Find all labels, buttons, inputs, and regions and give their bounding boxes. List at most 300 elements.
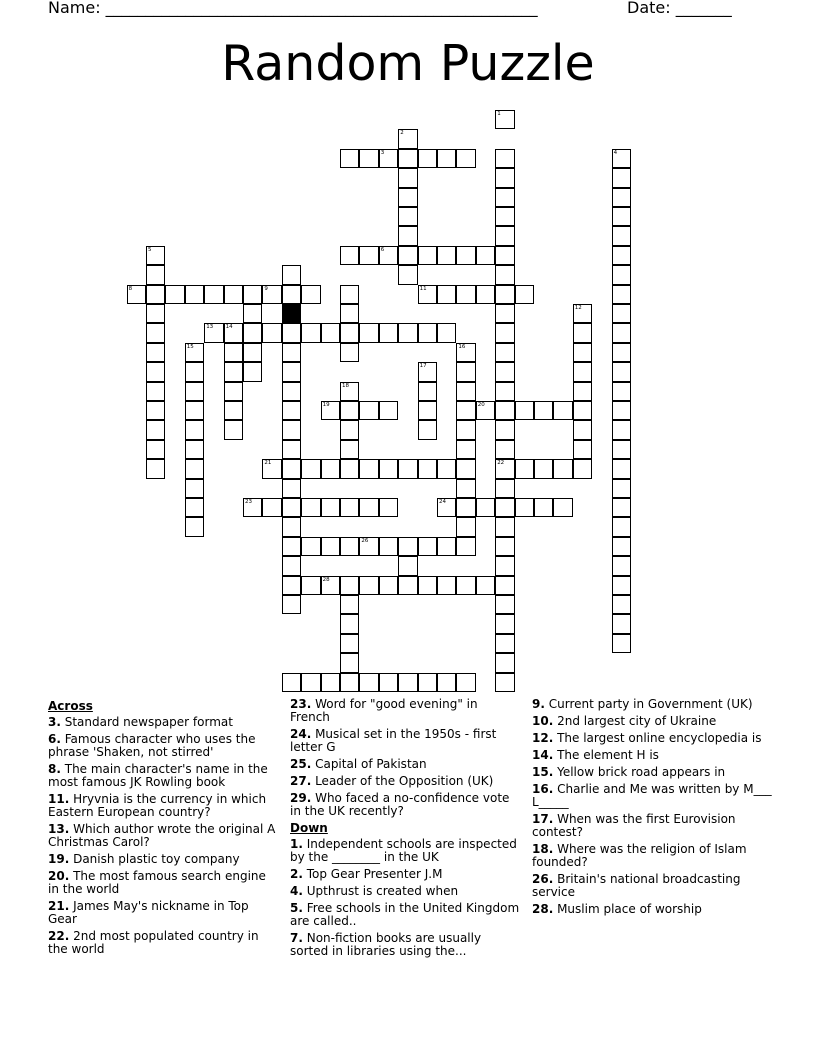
grid-cell[interactable] bbox=[456, 149, 475, 168]
grid-cell[interactable] bbox=[398, 323, 417, 342]
grid-cell[interactable] bbox=[553, 498, 572, 517]
grid-cell[interactable] bbox=[398, 188, 417, 207]
grid-cell[interactable] bbox=[495, 479, 514, 498]
grid-cell[interactable] bbox=[534, 401, 553, 420]
clue-column-2 bbox=[290, 698, 520, 962]
grid-cell[interactable] bbox=[612, 459, 631, 478]
grid-cell[interactable] bbox=[321, 673, 340, 692]
grid-cell[interactable] bbox=[301, 323, 320, 342]
grid-cell[interactable] bbox=[321, 576, 340, 595]
grid-cell[interactable] bbox=[282, 440, 301, 459]
grid-cell[interactable] bbox=[340, 323, 359, 342]
grid-cell[interactable] bbox=[456, 498, 475, 517]
grid-cell[interactable] bbox=[243, 304, 262, 323]
grid-cell[interactable] bbox=[359, 537, 378, 556]
grid-cell[interactable] bbox=[612, 304, 631, 323]
grid-cell[interactable] bbox=[282, 576, 301, 595]
grid-cell[interactable] bbox=[573, 401, 592, 420]
grid-cell[interactable] bbox=[476, 576, 495, 595]
cell-number: 19 bbox=[322, 402, 330, 408]
grid-cell[interactable] bbox=[146, 459, 165, 478]
clue-number: 12. bbox=[532, 731, 554, 745]
grid-cell[interactable] bbox=[437, 285, 456, 304]
grid-cell[interactable] bbox=[418, 401, 437, 420]
grid-cell[interactable] bbox=[612, 207, 631, 226]
grid-cell[interactable] bbox=[282, 420, 301, 439]
cell-number: 13 bbox=[206, 324, 214, 331]
clue-text: Danish plastic toy company bbox=[69, 852, 240, 866]
clue-number: 14. bbox=[532, 748, 554, 762]
grid-cell[interactable] bbox=[495, 304, 514, 323]
grid-cell[interactable] bbox=[612, 362, 631, 381]
grid-cell[interactable] bbox=[418, 673, 437, 692]
clue-item bbox=[48, 823, 278, 849]
clue-number: 9. bbox=[532, 697, 545, 711]
clue-item bbox=[532, 873, 772, 899]
grid-cell[interactable] bbox=[612, 188, 631, 207]
grid-cell[interactable] bbox=[612, 420, 631, 439]
clue-text: Charlie and Me was written by M___ L_____ bbox=[532, 782, 772, 809]
grid-cell[interactable] bbox=[146, 382, 165, 401]
clue-item bbox=[532, 903, 772, 916]
grid-cell[interactable] bbox=[418, 362, 437, 381]
grid-cell[interactable] bbox=[204, 323, 223, 342]
grid-cell[interactable] bbox=[379, 576, 398, 595]
grid-cell[interactable] bbox=[185, 401, 204, 420]
grid-cell[interactable] bbox=[243, 323, 262, 342]
clue-item bbox=[48, 853, 278, 866]
grid-cell[interactable] bbox=[495, 226, 514, 245]
grid-cell[interactable] bbox=[476, 498, 495, 517]
grid-cell[interactable] bbox=[553, 459, 572, 478]
clue-text: The main character's name in the most famous JK Rowling book bbox=[48, 762, 268, 789]
clue-number: 1. bbox=[290, 837, 303, 851]
grid-cell[interactable] bbox=[534, 459, 553, 478]
grid-cell[interactable] bbox=[340, 440, 359, 459]
grid-cell[interactable] bbox=[456, 517, 475, 536]
grid-cell[interactable] bbox=[127, 285, 146, 304]
grid-cell[interactable] bbox=[359, 576, 378, 595]
clue-text: Hryvnia is the currency in which Eastern European country? bbox=[48, 792, 267, 819]
grid-cell[interactable] bbox=[612, 634, 631, 653]
grid-cell[interactable] bbox=[340, 420, 359, 439]
grid-cell[interactable] bbox=[495, 576, 514, 595]
grid-cell[interactable] bbox=[495, 265, 514, 284]
grid-cell[interactable] bbox=[185, 382, 204, 401]
clue-item bbox=[48, 870, 278, 896]
grid-cell[interactable] bbox=[262, 459, 281, 478]
grid-cell[interactable] bbox=[612, 479, 631, 498]
grid-cell[interactable] bbox=[573, 362, 592, 381]
grid-cell[interactable] bbox=[437, 246, 456, 265]
grid-cell[interactable] bbox=[398, 168, 417, 187]
grid-cell[interactable] bbox=[321, 401, 340, 420]
grid-cell[interactable] bbox=[224, 343, 243, 362]
clue-number: 24. bbox=[290, 727, 312, 741]
grid-cell[interactable] bbox=[379, 323, 398, 342]
grid-cell[interactable] bbox=[573, 323, 592, 342]
grid-cell[interactable] bbox=[301, 576, 320, 595]
grid-cell[interactable] bbox=[495, 420, 514, 439]
grid-cell[interactable] bbox=[282, 673, 301, 692]
grid-cell[interactable] bbox=[282, 362, 301, 381]
grid-cell[interactable] bbox=[495, 382, 514, 401]
cell-number: 26 bbox=[361, 537, 369, 544]
grid-cell[interactable] bbox=[146, 285, 165, 304]
grid-cell[interactable] bbox=[282, 459, 301, 478]
grid-cell[interactable] bbox=[418, 323, 437, 342]
grid-cell[interactable] bbox=[340, 246, 359, 265]
grid-cell[interactable] bbox=[379, 149, 398, 168]
grid-cell[interactable] bbox=[282, 479, 301, 498]
clue-item bbox=[532, 749, 772, 762]
grid-cell[interactable] bbox=[340, 343, 359, 362]
grid-cell[interactable] bbox=[340, 401, 359, 420]
grid-cell[interactable] bbox=[612, 285, 631, 304]
clue-number: 20. bbox=[48, 869, 70, 883]
grid-cell[interactable] bbox=[185, 498, 204, 517]
grid-cell[interactable] bbox=[301, 537, 320, 556]
grid-cell[interactable] bbox=[301, 285, 320, 304]
grid-cell[interactable] bbox=[476, 401, 495, 420]
name-field-label[interactable]: Name: ______________________________________________________ bbox=[48, 0, 538, 17]
grid-cell[interactable] bbox=[437, 498, 456, 517]
grid-cell[interactable] bbox=[340, 614, 359, 633]
grid-cell[interactable] bbox=[359, 323, 378, 342]
clue-text: Non-fiction books are usually sorted in libraries using the... bbox=[290, 931, 482, 958]
grid-cell[interactable] bbox=[612, 323, 631, 342]
grid-cell[interactable] bbox=[379, 459, 398, 478]
grid-cell[interactable] bbox=[224, 285, 243, 304]
grid-cell[interactable] bbox=[262, 323, 281, 342]
grid-cell[interactable] bbox=[243, 498, 262, 517]
grid-cell[interactable] bbox=[437, 576, 456, 595]
clue-number: 6. bbox=[48, 732, 61, 746]
grid-cell[interactable] bbox=[573, 459, 592, 478]
grid-cell[interactable] bbox=[437, 459, 456, 478]
clue-item bbox=[290, 902, 520, 928]
grid-cell[interactable] bbox=[495, 517, 514, 536]
puzzle-title: Random Puzzle bbox=[221, 35, 595, 92]
grid-cell[interactable] bbox=[398, 207, 417, 226]
grid-cell[interactable] bbox=[612, 343, 631, 362]
grid-cell[interactable] bbox=[165, 285, 184, 304]
grid-cell[interactable] bbox=[340, 634, 359, 653]
clue-text: When was the first Eurovision contest? bbox=[532, 812, 736, 839]
grid-cell[interactable] bbox=[204, 285, 223, 304]
grid-cell[interactable] bbox=[495, 246, 514, 265]
grid-cell[interactable] bbox=[282, 517, 301, 536]
grid-cell[interactable] bbox=[282, 343, 301, 362]
grid-cell[interactable] bbox=[398, 129, 417, 148]
grid-cell[interactable] bbox=[534, 498, 553, 517]
grid-cell[interactable] bbox=[437, 323, 456, 342]
grid-cell[interactable] bbox=[282, 382, 301, 401]
cell-number: 4 bbox=[613, 149, 618, 156]
grid-cell[interactable] bbox=[185, 285, 204, 304]
grid-cell[interactable] bbox=[456, 459, 475, 478]
grid-cell[interactable] bbox=[612, 537, 631, 556]
grid-cell[interactable] bbox=[495, 285, 514, 304]
grid-cell[interactable] bbox=[301, 459, 320, 478]
grid-cell[interactable] bbox=[185, 479, 204, 498]
grid-cell[interactable] bbox=[379, 401, 398, 420]
grid-cell[interactable] bbox=[495, 614, 514, 633]
grid-cell[interactable] bbox=[359, 401, 378, 420]
grid-cell[interactable] bbox=[146, 304, 165, 323]
grid-cell[interactable] bbox=[553, 401, 572, 420]
grid-cell[interactable] bbox=[340, 459, 359, 478]
clue-column-1 bbox=[48, 698, 278, 960]
grid-cell[interactable] bbox=[456, 285, 475, 304]
grid-cell[interactable] bbox=[379, 673, 398, 692]
grid-cell[interactable] bbox=[418, 420, 437, 439]
cell-number: 14 bbox=[225, 324, 233, 331]
grid-cell[interactable] bbox=[612, 440, 631, 459]
grid-cell[interactable] bbox=[418, 285, 437, 304]
grid-cell[interactable] bbox=[359, 459, 378, 478]
clue-number: 8. bbox=[48, 762, 61, 776]
grid-cell[interactable] bbox=[495, 653, 514, 672]
cell-number: 6 bbox=[380, 246, 385, 253]
grid-cell[interactable] bbox=[340, 498, 359, 517]
grid-cell[interactable] bbox=[282, 323, 301, 342]
grid-cell[interactable] bbox=[437, 673, 456, 692]
grid-cell[interactable] bbox=[418, 149, 437, 168]
grid-cell[interactable] bbox=[456, 362, 475, 381]
clue-number: 21. bbox=[48, 899, 70, 913]
cell-number: 15 bbox=[186, 343, 194, 350]
clue-item bbox=[290, 775, 520, 788]
grid-cell[interactable] bbox=[456, 479, 475, 498]
grid-cell[interactable] bbox=[185, 517, 204, 536]
grid-cell[interactable] bbox=[418, 459, 437, 478]
grid-cell[interactable] bbox=[262, 498, 281, 517]
grid-cell[interactable] bbox=[243, 285, 262, 304]
clue-text: Standard newspaper format bbox=[60, 715, 233, 729]
grid-cell[interactable] bbox=[398, 149, 417, 168]
grid-cell[interactable] bbox=[495, 362, 514, 381]
grid-cell[interactable] bbox=[612, 265, 631, 284]
grid-cell[interactable] bbox=[456, 673, 475, 692]
grid-cell[interactable] bbox=[418, 576, 437, 595]
grid-cell[interactable] bbox=[612, 401, 631, 420]
grid-cell[interactable] bbox=[301, 498, 320, 517]
grid-cell[interactable] bbox=[398, 556, 417, 575]
grid-cell[interactable] bbox=[321, 459, 340, 478]
grid-cell[interactable] bbox=[185, 440, 204, 459]
clue-item bbox=[532, 715, 772, 728]
grid-cell[interactable] bbox=[185, 362, 204, 381]
grid-cell[interactable] bbox=[282, 556, 301, 575]
grid-cell[interactable] bbox=[243, 362, 262, 381]
grid-cell[interactable] bbox=[515, 285, 534, 304]
grid-cell[interactable] bbox=[495, 537, 514, 556]
grid-cell[interactable] bbox=[398, 459, 417, 478]
grid-cell[interactable] bbox=[282, 401, 301, 420]
grid-cell[interactable] bbox=[573, 440, 592, 459]
grid-cell[interactable] bbox=[282, 595, 301, 614]
clue-item bbox=[290, 885, 520, 898]
grid-cell[interactable] bbox=[612, 149, 631, 168]
grid-cell[interactable] bbox=[495, 188, 514, 207]
clue-number: 3. bbox=[48, 715, 61, 729]
grid-cell[interactable] bbox=[398, 537, 417, 556]
clue-text: Yellow brick road appears in bbox=[553, 765, 726, 779]
grid-cell[interactable] bbox=[612, 556, 631, 575]
grid-cell[interactable] bbox=[340, 576, 359, 595]
grid-cell[interactable] bbox=[224, 382, 243, 401]
grid-cell[interactable] bbox=[398, 673, 417, 692]
clue-text: Upthrust is created when bbox=[302, 884, 459, 898]
grid-cell[interactable] bbox=[146, 323, 165, 342]
clue-text: 2nd largest city of Ukraine bbox=[553, 714, 717, 728]
grid-cell[interactable] bbox=[282, 498, 301, 517]
grid-cell[interactable] bbox=[612, 614, 631, 633]
grid-cell[interactable] bbox=[146, 265, 165, 284]
grid-cell[interactable] bbox=[495, 110, 514, 129]
clue-number: 2. bbox=[290, 867, 303, 881]
grid-cell[interactable] bbox=[495, 323, 514, 342]
clue-text: The most famous search engine in the world bbox=[48, 869, 266, 896]
grid-cell[interactable] bbox=[340, 595, 359, 614]
grid-cell[interactable] bbox=[340, 673, 359, 692]
grid-cell[interactable] bbox=[612, 382, 631, 401]
grid-cell[interactable] bbox=[495, 459, 514, 478]
clue-number: 28. bbox=[532, 902, 554, 916]
grid-cell[interactable] bbox=[437, 149, 456, 168]
grid-cell[interactable] bbox=[359, 673, 378, 692]
grid-cell[interactable] bbox=[146, 362, 165, 381]
grid-cell[interactable] bbox=[437, 537, 456, 556]
grid-cell[interactable] bbox=[495, 207, 514, 226]
grid-cell[interactable] bbox=[301, 673, 320, 692]
grid-cell[interactable] bbox=[495, 595, 514, 614]
grid-cell[interactable] bbox=[495, 634, 514, 653]
cell-number: 9 bbox=[264, 285, 268, 292]
grid-cell[interactable] bbox=[224, 420, 243, 439]
grid-cell[interactable] bbox=[185, 420, 204, 439]
grid-cell[interactable] bbox=[146, 420, 165, 439]
grid-cell[interactable] bbox=[495, 556, 514, 575]
grid-cell[interactable] bbox=[243, 343, 262, 362]
grid-cell[interactable] bbox=[612, 576, 631, 595]
grid-cell[interactable] bbox=[282, 265, 301, 284]
grid-cell[interactable] bbox=[340, 285, 359, 304]
grid-cell[interactable] bbox=[612, 168, 631, 187]
grid-cell[interactable] bbox=[573, 343, 592, 362]
grid-cell[interactable] bbox=[262, 285, 281, 304]
grid-cell[interactable] bbox=[359, 246, 378, 265]
grid-cell[interactable] bbox=[379, 498, 398, 517]
grid-cell[interactable] bbox=[456, 576, 475, 595]
grid-cell[interactable] bbox=[340, 537, 359, 556]
clue-item bbox=[532, 783, 772, 809]
grid-cell[interactable] bbox=[379, 537, 398, 556]
grid-cell[interactable] bbox=[495, 343, 514, 362]
grid-cell[interactable] bbox=[340, 149, 359, 168]
grid-cell[interactable] bbox=[495, 440, 514, 459]
date-field-label[interactable]: Date: _______ bbox=[627, 0, 732, 17]
grid-cell[interactable] bbox=[495, 149, 514, 168]
grid-cell[interactable] bbox=[456, 382, 475, 401]
grid-cell[interactable] bbox=[418, 382, 437, 401]
clue-item bbox=[48, 763, 278, 789]
grid-cell[interactable] bbox=[146, 401, 165, 420]
grid-cell[interactable] bbox=[340, 304, 359, 323]
grid-cell[interactable] bbox=[495, 498, 514, 517]
grid-cell[interactable] bbox=[340, 382, 359, 401]
cell-number: 12 bbox=[574, 305, 582, 311]
grid-cell[interactable] bbox=[321, 498, 340, 517]
clue-text: The element H is bbox=[553, 748, 659, 762]
clue-text: Free schools in the United Kingdom are called.. bbox=[290, 901, 520, 928]
grid-cell[interactable] bbox=[224, 362, 243, 381]
grid-cell[interactable] bbox=[418, 246, 437, 265]
grid-cell[interactable] bbox=[515, 459, 534, 478]
clue-number: 10. bbox=[532, 714, 554, 728]
grid-cell[interactable] bbox=[515, 498, 534, 517]
grid-cell[interactable] bbox=[146, 343, 165, 362]
clue-text: Word for "good evening" in French bbox=[290, 697, 478, 724]
grid-cell[interactable] bbox=[612, 498, 631, 517]
clue-item bbox=[48, 930, 278, 956]
grid-cell[interactable] bbox=[456, 537, 475, 556]
grid-cell[interactable] bbox=[456, 420, 475, 439]
grid-cell[interactable] bbox=[456, 401, 475, 420]
grid-cell[interactable] bbox=[515, 401, 534, 420]
grid-cell[interactable] bbox=[573, 382, 592, 401]
grid-cell[interactable] bbox=[398, 246, 417, 265]
grid-cell[interactable] bbox=[495, 673, 514, 692]
grid-cell[interactable] bbox=[282, 537, 301, 556]
grid-cell[interactable] bbox=[224, 401, 243, 420]
grid-cell[interactable] bbox=[573, 420, 592, 439]
grid-cell[interactable] bbox=[573, 304, 592, 323]
grid-cell[interactable] bbox=[495, 401, 514, 420]
clue-text: Top Gear Presenter J.M bbox=[302, 867, 443, 881]
grid-cell[interactable] bbox=[359, 498, 378, 517]
grid-cell[interactable] bbox=[321, 537, 340, 556]
grid-cell[interactable] bbox=[476, 246, 495, 265]
grid-cell[interactable] bbox=[224, 323, 243, 342]
grid-cell[interactable] bbox=[456, 343, 475, 362]
grid-cell[interactable] bbox=[456, 440, 475, 459]
grid-cell[interactable] bbox=[340, 653, 359, 672]
cell-number: 20 bbox=[477, 402, 485, 408]
grid-cell[interactable] bbox=[495, 168, 514, 187]
grid-cell[interactable] bbox=[321, 323, 340, 342]
grid-cell[interactable] bbox=[282, 285, 301, 304]
grid-cell[interactable] bbox=[146, 440, 165, 459]
grid-cell[interactable] bbox=[398, 265, 417, 284]
grid-cell[interactable] bbox=[398, 226, 417, 245]
grid-cell[interactable] bbox=[612, 595, 631, 614]
grid-cell[interactable] bbox=[612, 517, 631, 536]
grid-cell[interactable] bbox=[185, 343, 204, 362]
grid-cell[interactable] bbox=[398, 576, 417, 595]
grid-cell[interactable] bbox=[418, 537, 437, 556]
grid-cell[interactable] bbox=[379, 246, 398, 265]
grid-cell[interactable] bbox=[612, 226, 631, 245]
grid-cell[interactable] bbox=[476, 285, 495, 304]
clue-text: The largest online encyclopedia is bbox=[553, 731, 762, 745]
grid-cell[interactable] bbox=[456, 246, 475, 265]
grid-cell[interactable] bbox=[185, 459, 204, 478]
grid-cell[interactable] bbox=[146, 246, 165, 265]
grid-cell[interactable] bbox=[359, 149, 378, 168]
grid-cell[interactable] bbox=[612, 246, 631, 265]
